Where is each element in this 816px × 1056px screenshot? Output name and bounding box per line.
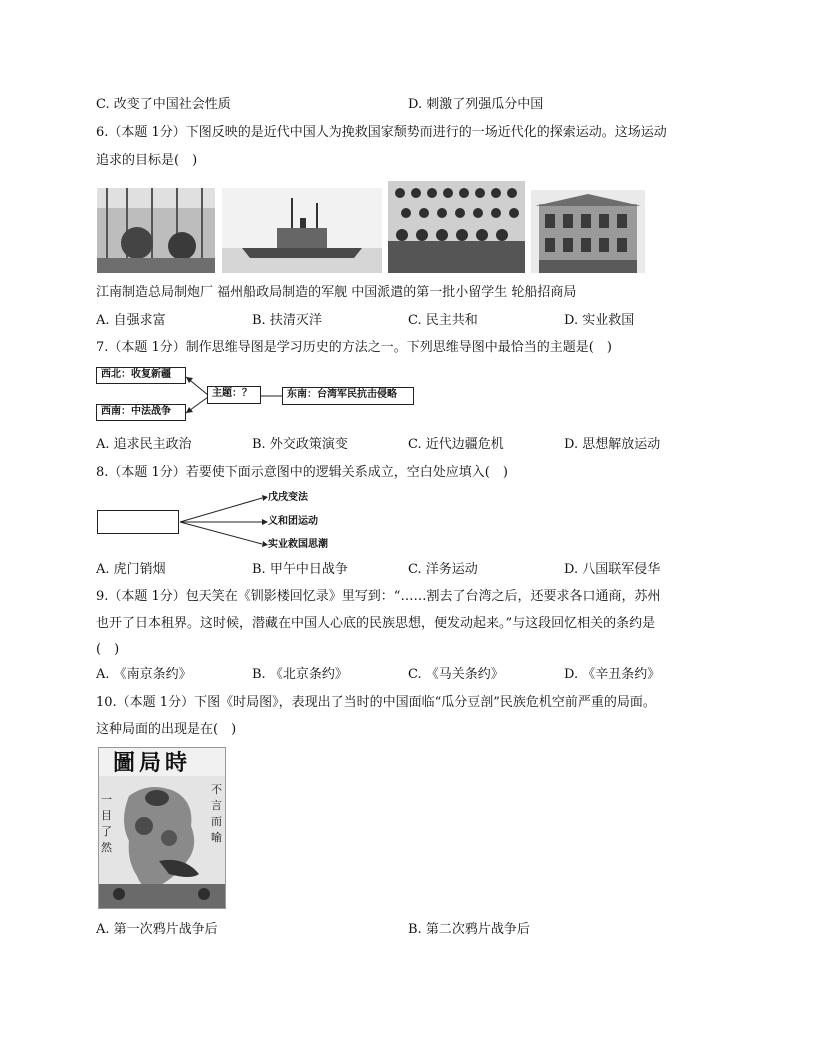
q10-stem-line2: 这种局面的出现是在( ) — [96, 722, 237, 737]
shijutu-cartoon — [98, 747, 226, 909]
photo-fuzhou-warship — [222, 188, 382, 273]
photo-jiangnan-arsenal — [97, 188, 215, 273]
q8-branch-wuxu: 戊戌变法 — [268, 492, 308, 503]
q6-photo-captions: 江南制造总局制炮厂 福州船政局制造的军舰 中国派遣的第一批小留学生 轮船招商局 — [96, 285, 577, 300]
q7-option-a: A. 追求民主政治 — [96, 437, 192, 452]
q6-option-a: A. 自强求富 — [96, 313, 166, 328]
cartoon-title: 圖局時 — [113, 750, 192, 776]
q8-option-a: A. 虎门销烟 — [96, 562, 166, 577]
q9-option-d: D. 《辛丑条约》 — [564, 667, 661, 682]
q9-option-c: C. 《马关条约》 — [408, 667, 504, 682]
q8-stem-line1: 8.（本题 1分）若要使下面示意图中的逻辑关系成立，空白处应填入( ) — [96, 465, 508, 480]
q7-box-northwest: 西北：收复新疆 — [96, 367, 186, 384]
photo-first-students — [388, 181, 525, 273]
q7-box-theme: 主题：？ — [207, 386, 261, 404]
q9-stem-line3: ( ) — [96, 642, 120, 657]
q6-option-d: D. 实业救国 — [564, 313, 635, 328]
q8-arrows — [178, 492, 270, 552]
q9-option-a: A. 《南京条约》 — [96, 667, 192, 682]
q6-stem-line1: 6.（本题 1分）下图反映的是近代中国人为挽救国家颓势而进行的一场近代化的探索运动。这场运动 — [96, 125, 667, 140]
q7-option-b: B. 外交政策演变 — [252, 437, 348, 452]
cartoon-left-caption: 一目了然 — [101, 793, 112, 854]
q6-option-b: B. 扶清灭洋 — [252, 313, 322, 328]
q5-option-d: D. 刺激了列强瓜分中国 — [408, 97, 544, 112]
q8-option-b: B. 甲午中日战争 — [252, 562, 348, 577]
q9-option-b: B. 《北京条约》 — [252, 667, 348, 682]
q6-option-c: C. 民主共和 — [408, 313, 478, 328]
q7-stem-line1: 7.（本题 1分）制作思维导图是学习历史的方法之一。下列思维导图中最恰当的主题是( ) — [96, 340, 612, 355]
cartoon-right-caption: 不言而喻 — [211, 783, 222, 844]
q8-branch-boxer: 义和团运动 — [268, 516, 318, 527]
q8-branch-industry: 实业救国思潮 — [268, 539, 328, 550]
q9-stem-line1: 9.（本题 1分）包天笑在《钏影楼回忆录》里写到：“……割去了台湾之后，还要求各口通商，苏州 — [96, 589, 661, 604]
q9-stem-line2: 也开了日本租界。这时候，潜藏在中国人心底的民族思想，便发动起来。”与这段回忆相关的条约是 — [96, 616, 656, 631]
photo-merchants-steam — [531, 190, 645, 273]
q7-option-d: D. 思想解放运动 — [564, 437, 661, 452]
q10-option-a: A. 第一次鸦片战争后 — [96, 922, 218, 937]
q7-option-c: C. 近代边疆危机 — [408, 437, 504, 452]
q10-stem-line1: 10.（本题 1分）下图《时局图》，表现出了当时的中国面临“瓜分豆剖”民族危机空前严重的局面。 — [96, 695, 656, 710]
q10-option-b: B. 第二次鸦片战争后 — [408, 922, 530, 937]
q5-option-c: C. 改变了中国社会性质 — [96, 97, 231, 112]
q8-blank-box — [97, 510, 179, 534]
q7-box-southwest: 西南：中法战争 — [96, 404, 186, 421]
q6-stem-line2: 追求的目标是( ) — [96, 153, 198, 168]
q7-box-southeast: 东南：台湾军民抗击侵略 — [282, 387, 414, 405]
q8-option-c: C. 洋务运动 — [408, 562, 478, 577]
q8-option-d: D. 八国联军侵华 — [564, 562, 661, 577]
